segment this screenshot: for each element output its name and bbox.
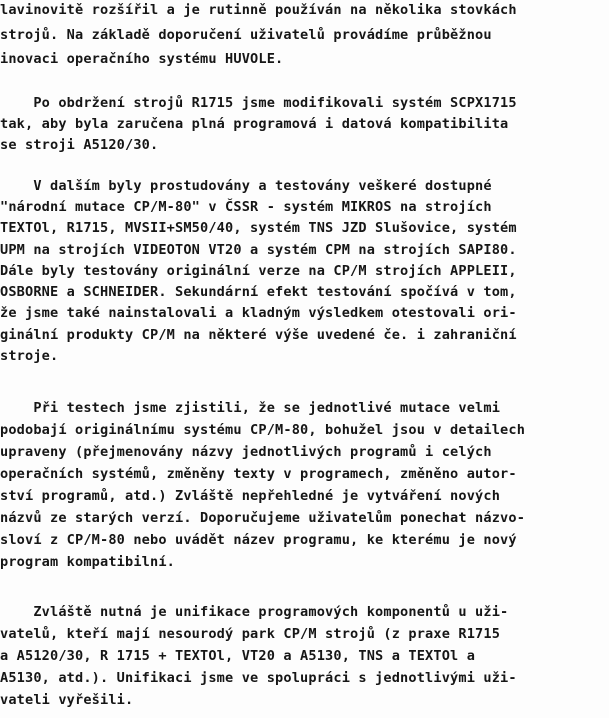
text-line: UPM na strojích VIDEOTON VT20 a systém CPM na strojích SAPI80. [0, 242, 517, 258]
text-line: V dalším byly prostudovány a testovány veškeré dostupné [0, 178, 492, 194]
text-line: strojů. Na základě doporučení uživatelů provádíme průběžnou [0, 27, 492, 43]
text-line: A5130, atd.). Unifikaci jsme ve spolupráci s jednotlivými uži- [0, 670, 517, 686]
text-line: ství programů, atd.) Zvláště nepřehledné je vytváření nových [0, 488, 501, 504]
text-line: upraveny (přejmenovány názvy jednotlivých programů i celých [0, 444, 492, 460]
text-line: program kompatibilní. [0, 554, 176, 570]
text-line: lavinovitě rozšířil a je rutinně používán na několika stovkách [0, 2, 517, 18]
text-line: TEXTOl, R1715, MVSII+SM50/40, systém TNS JZD Slušovice, systém [0, 220, 517, 236]
text-line: Zvláště nutná je unifikace programových komponentů u uži- [0, 604, 509, 620]
text-line: OSBORNE a SCHNEIDER. Sekundární efekt testování spočívá v tom, [0, 284, 517, 300]
text-line: stroje. [0, 348, 59, 364]
text-line: a A5120/30, R 1715 + TEXTOl, VT20 a A5130, TNS a TEXTOl a [0, 648, 476, 664]
text-line: se stroji A5120/30. [0, 137, 159, 153]
text-line: ginální produkty CP/M na některé výše uvedené če. i zahraniční [0, 327, 517, 343]
text-line: tak, aby byla zaručena plná programová i datová kompatibilita [0, 116, 509, 132]
text-line: podobají originálnímu systému CP/M-80, bohužel jsou v detailech [0, 422, 526, 438]
text-line: vateli vyřešili. [0, 692, 134, 708]
text-line: operačních systémů, změněny texty v programech, změněno autor- [0, 466, 517, 482]
text-line: sloví z CP/M-80 nebo uvádět název programu, ke kterému je nový [0, 532, 517, 548]
text-line: Po obdržení strojů R1715 jsme modifikovali systém SCPX1715 [0, 95, 517, 111]
text-line: Dále byly testovány originální verze na CP/M strojích APPLEII, [0, 263, 517, 279]
text-line: že jsme také nainstalovali a kladným výsledkem otestovali ori- [0, 305, 517, 321]
text-line: inovaci operačního systému HUVOLE. [0, 51, 284, 67]
text-line: názvů ze starých verzí. Doporučujeme uživatelům ponechat názvo- [0, 510, 526, 526]
text-line: Při testech jsme zjistili, že se jednotlivé mutace velmi [0, 400, 501, 416]
text-line: vatelů, kteří mají nesourodý park CP/M strojů (z praxe R1715 [0, 626, 501, 642]
text-line: "národní mutace CP/M-80" v ČSSR - systém MIKROS na strojích [0, 199, 492, 215]
